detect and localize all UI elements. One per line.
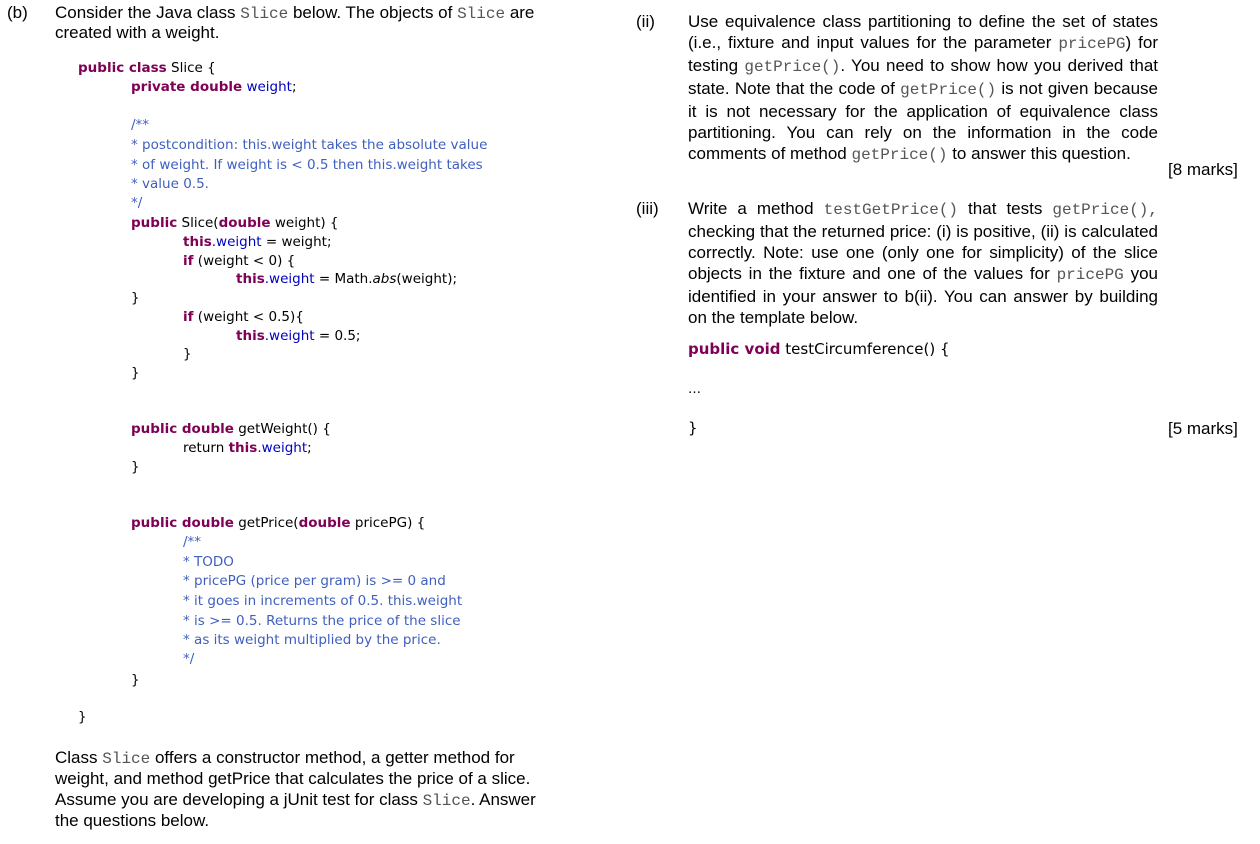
question-iii-text: Write a method testGetPrice() that tests getPrice(), checking that the returned price: (i) is positive, (ii) is calculated correctly. Note: use one (only one for simplicity) of the slice objects in the fixture and one of the values for pricePG you identified in your answer to b(ii). You can answer by building on the template below. [688,199,1158,327]
code-comment-3: * of weight. If weight is < 0.5 then this.weight takes [131,157,483,173]
code-comment-1: /** [131,117,150,133]
code-constructor: public Slice(double weight) { [131,215,339,231]
code-comment-4: * value 0.5. [131,176,209,192]
code-doc-5: * is >= 0.5. Returns the price of the slice [183,613,461,629]
template-close: } [688,419,698,437]
code-doc-1: /** [183,534,202,550]
code-doc-4: * it goes in increments of 0.5. this.weight [183,593,463,609]
marks-ii: [8 marks] [1168,160,1238,179]
code-doc-6: * as its weight multiplied by the price. [183,632,441,648]
code-class-decl: public class Slice { [78,60,216,76]
code-doc-7: */ [183,651,195,667]
question-label-ii: (ii) [636,12,655,31]
outro-line-4: the questions below. [55,811,210,830]
question-ii-text: Use equivalence class partitioning to define the set of states (i.e., fixture and input values for the parameter pricePG) for testing getPrice(). You need to show how you derived that state. Note that the code of getPrice() is not given because it is not necessary for the application of equivalence class partitioning. You can rely on the information in the code comments of method getPrice() to answer this question. [688,12,1159,164]
code-if-2: if (weight < 0.5){ [183,309,304,325]
code-return-styled: return this.weight; [183,440,312,456]
template-signature: public void testCircumference() { [688,340,950,358]
outro-line-2: weight, and method getPrice that calculates the price of a slice. [55,769,531,788]
code-if-1: if (weight < 0) { [183,253,296,269]
code-comment-5: */ [131,195,143,211]
outro-line-3: Assume you are developing a jUnit test for class Slice. Answer [55,790,536,810]
code-assign-1: this.weight = weight; [183,234,332,250]
code-getprice: public double getPrice(double pricePG) { [131,515,426,531]
code-close-1: } [131,290,140,306]
code-assign-3: this.weight = 0.5; [236,328,361,344]
code-close-2: } [183,346,192,362]
marks-iii: [5 marks] [1168,419,1238,438]
code-assign-2: this.weight = Math.abs(weight); [236,271,458,287]
code-comment-2: * postcondition: this.weight takes the absolute value [131,137,488,153]
code-close-3: } [131,365,140,381]
code-doc-3: * pricePG (price per gram) is >= 0 and [183,573,446,589]
code-close-5: } [131,672,140,688]
question-label-iii: (iii) [636,199,659,218]
intro-line-2: created with a weight. [55,23,220,42]
code-close-6: } [78,709,87,725]
code-close-4: } [131,459,140,475]
code-field: private double weight; [131,79,297,95]
code-getweight: public double getWeight() { [131,421,331,437]
question-label-b: (b) [7,3,28,22]
code-doc-2: * TODO [183,554,234,570]
intro-line-1: Consider the Java class Slice below. The objects of Slice are [55,3,535,23]
outro-line-1: Class Slice offers a constructor method, a getter method for [55,748,515,768]
template-ellipsis: … [688,382,701,397]
